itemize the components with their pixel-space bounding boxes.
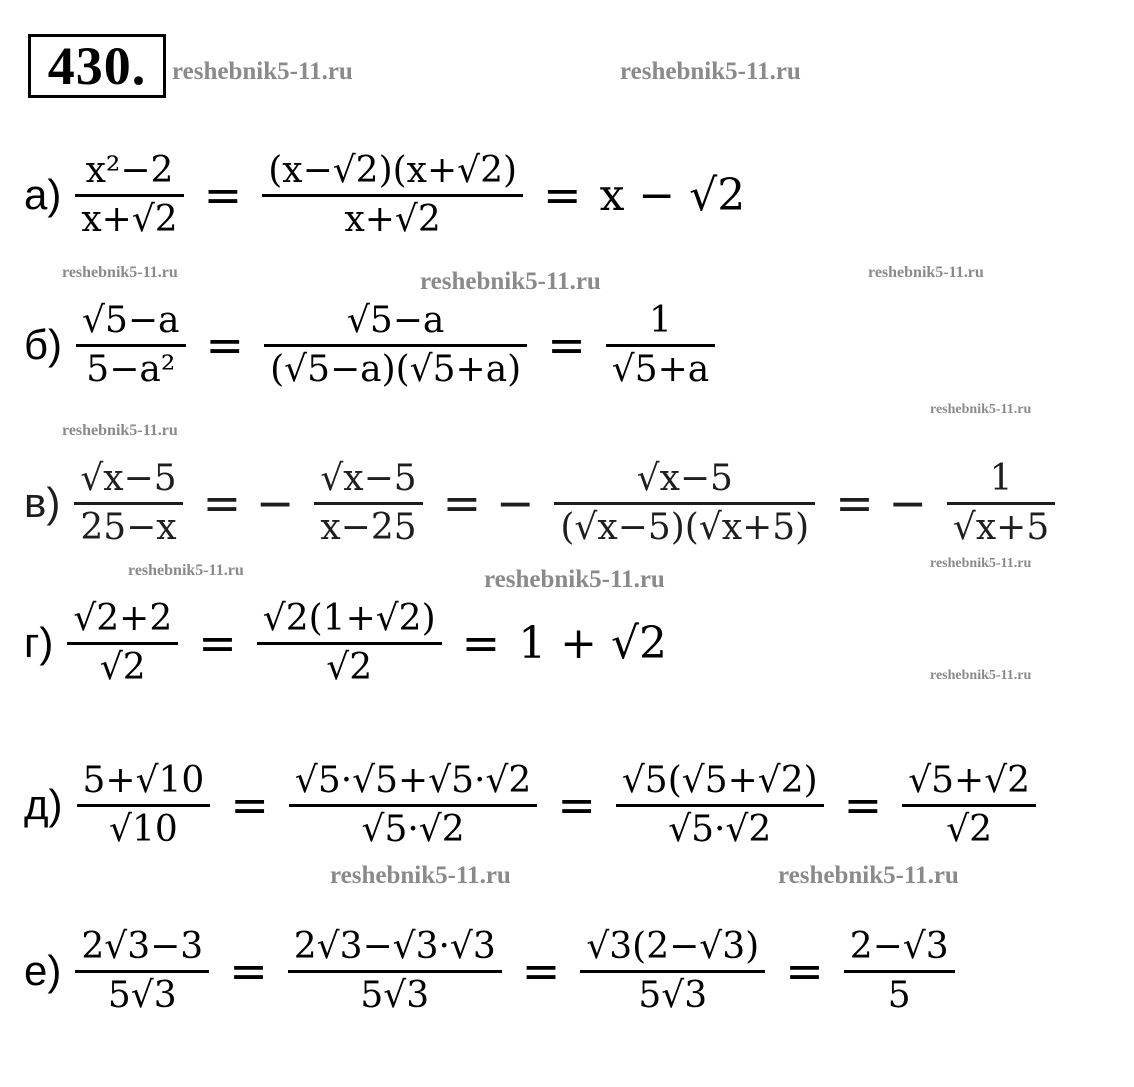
numerator: 2−√3 (849, 926, 949, 968)
equation-row-b (24, 290, 721, 400)
numerator: √3(2−√3) (586, 926, 760, 968)
equals-sign: = (543, 168, 582, 222)
denominator: √5·√2 (668, 808, 772, 850)
equals-sign: = (785, 944, 824, 998)
row-label: е) (24, 947, 62, 994)
fraction-bar (947, 502, 1055, 505)
fraction-bar (75, 194, 183, 197)
numerator: 2√3−3 (81, 926, 204, 968)
numerator: √5·√5+√5·√2 (294, 760, 532, 802)
denominator: √x+5 (952, 506, 1050, 548)
numerator: √5−a (82, 300, 180, 342)
denominator: (√5−a)(√5+a) (270, 348, 522, 390)
equals-sign: = (203, 168, 243, 222)
fraction (264, 300, 527, 390)
denominator: √2 (946, 808, 993, 850)
fraction (262, 150, 523, 240)
fraction-bar (74, 502, 182, 505)
equals-sign: = (205, 318, 245, 372)
numerator: √5+√2 (908, 760, 1031, 802)
denominator: √5·√2 (361, 808, 465, 850)
watermark: reshebnik5-11.ru (128, 562, 244, 579)
equation-row-a (24, 140, 745, 250)
numerator: √5(√5+√2) (621, 760, 818, 802)
row-label: д) (24, 781, 63, 828)
equals-sign: = (230, 778, 269, 832)
equals-minus: = − (835, 476, 927, 530)
equals-sign: = (557, 778, 596, 832)
numerator: x²−2 (85, 150, 174, 192)
watermark: reshebnik5-11.ru (172, 58, 353, 85)
equals-sign: = (521, 944, 561, 998)
denominator: 5√3 (638, 974, 708, 1016)
equals-sign: = (229, 944, 268, 998)
watermark: reshebnik5-11.ru (420, 268, 601, 295)
fraction (902, 760, 1036, 850)
denominator: x+√2 (81, 198, 178, 240)
fraction-bar (288, 970, 502, 973)
numerator: (x−√2)(x+√2) (268, 150, 518, 192)
fraction-bar (77, 804, 211, 807)
fraction-bar (289, 804, 537, 807)
denominator: √2 (99, 646, 146, 688)
fraction (616, 760, 824, 850)
watermark: reshebnik5-11.ru (868, 264, 984, 281)
row-label: в) (24, 479, 61, 526)
fraction (554, 458, 815, 548)
equation-row-v (24, 448, 1061, 558)
denominator: x−25 (320, 506, 417, 548)
denominator: √10 (109, 808, 178, 850)
fraction (76, 300, 185, 390)
problem-number: 430. (28, 34, 166, 98)
fraction-bar (580, 970, 765, 973)
watermark: reshebnik5-11.ru (484, 566, 665, 593)
watermark: reshebnik5-11.ru (620, 58, 801, 85)
watermark: reshebnik5-11.ru (330, 862, 511, 889)
fraction-bar (314, 502, 422, 505)
watermark: reshebnik5-11.ru (930, 402, 1032, 417)
numerator: √2+2 (73, 598, 173, 640)
equals-minus: = − (442, 476, 535, 530)
numerator: 5+√10 (82, 760, 205, 802)
equation-row-d (24, 750, 1042, 860)
denominator: 5√3 (360, 974, 430, 1016)
fraction-bar (76, 344, 185, 347)
equals-sign: = (843, 778, 883, 832)
fraction-bar (606, 344, 715, 347)
fraction (257, 598, 442, 688)
row-label: г) (24, 619, 54, 666)
equals-sign: = (461, 616, 501, 670)
fraction (947, 458, 1055, 548)
result: x − √2 (599, 169, 746, 221)
denominator: √5+a (611, 348, 710, 390)
watermark: reshebnik5-11.ru (62, 422, 178, 439)
denominator: (√x−5)(√x+5) (560, 506, 810, 548)
fraction (75, 150, 183, 240)
numerator: √2(1+√2) (262, 598, 436, 640)
numerator: 1 (649, 300, 672, 342)
equals-sign: = (198, 616, 237, 670)
fraction (67, 598, 178, 688)
fraction (289, 760, 537, 850)
denominator: √2 (326, 646, 373, 688)
watermark: reshebnik5-11.ru (930, 668, 1032, 683)
equation-row-g (24, 588, 667, 698)
fraction (580, 926, 765, 1016)
fraction-bar (264, 344, 527, 347)
denominator: x+√2 (344, 198, 441, 240)
watermark: reshebnik5-11.ru (62, 264, 178, 281)
watermark: reshebnik5-11.ru (778, 862, 959, 889)
fraction (606, 300, 715, 390)
row-label: б) (24, 321, 63, 368)
fraction-bar (262, 194, 523, 197)
fraction (77, 760, 211, 850)
result: 1 + √2 (518, 617, 668, 669)
fraction-bar (844, 970, 955, 973)
row-label: а) (24, 171, 62, 218)
fraction (75, 926, 209, 1016)
fraction-bar (257, 642, 442, 645)
numerator: √x−5 (320, 458, 417, 500)
equals-sign: = (547, 318, 586, 372)
numerator: 1 (989, 458, 1013, 500)
numerator: √x−5 (80, 458, 177, 500)
watermark: reshebnik5-11.ru (930, 556, 1032, 571)
fraction-bar (75, 970, 209, 973)
numerator: √5−a (346, 300, 445, 342)
denominator: 5−a² (86, 348, 176, 390)
denominator: 5 (887, 974, 911, 1016)
fraction (844, 926, 955, 1016)
fraction-bar (902, 804, 1036, 807)
denominator: 25−x (80, 506, 177, 548)
denominator: 5√3 (107, 974, 177, 1016)
fraction-bar (554, 502, 815, 505)
fraction-bar (616, 804, 824, 807)
fraction (288, 926, 502, 1016)
equation-row-e (24, 916, 961, 1026)
fraction (314, 458, 422, 548)
numerator: 2√3−√3·√3 (293, 926, 496, 968)
equals-minus: = − (202, 476, 295, 530)
fraction (74, 458, 182, 548)
fraction-bar (67, 642, 178, 645)
numerator: √x−5 (636, 458, 733, 500)
